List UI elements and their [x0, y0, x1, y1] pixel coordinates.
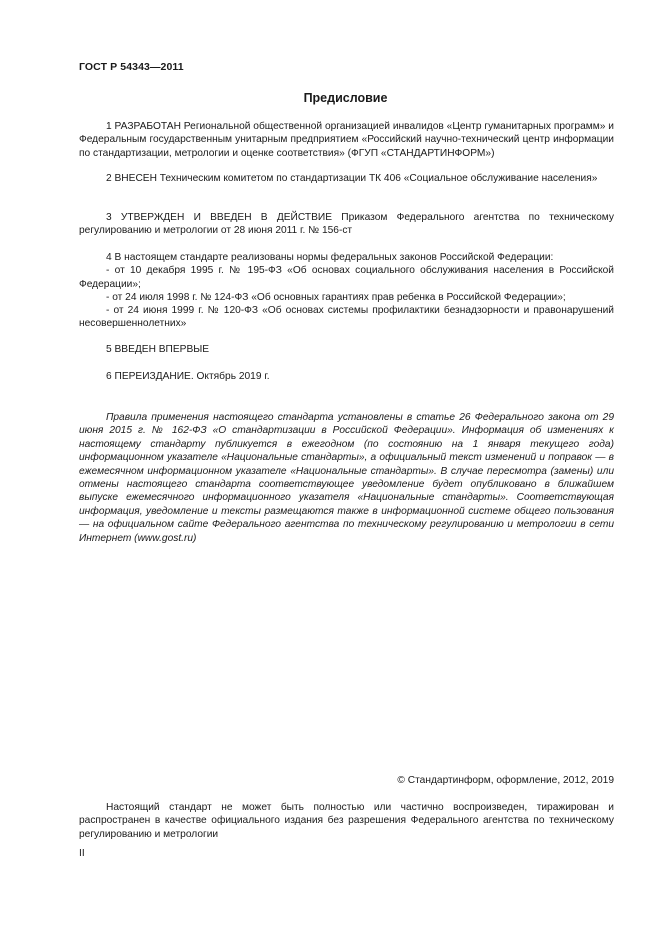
preface-item-1 — [79, 120, 614, 160]
standard-code: ГОСТ Р 54343—2011 — [79, 61, 184, 73]
preface-item-2-text: 2 ВНЕСЕН Техническим комитетом по стандартизации ТК 406 «Социальное обслуживание населения» — [106, 173, 598, 184]
preface-item-6-text: 6 ПЕРЕИЗДАНИЕ. Октябрь 2019 г. — [106, 371, 270, 382]
rules-note: Правила применения настоящего стандарта установлены в статье 26 Федерального закона от 29 июня 2015 г. № 162-ФЗ «О стандартизации в Российской Федерации». Информация об изменениях к настоящему стандарту публикуется в ежегодном (по состоянию на 1 января текущего года) информационном указателе «Национальные стандарты», а официальный текст изменений и поправок — в ежемесячном информационном указателе «Национальные стандарты». В случае пересмотра (замены) или отмены настоящего стандарта соответствующее уведомление будет опубликовано в ближайшем выпуске ежемесячного информационного указателя «Национальные стандарты». Соответствующая информация, уведомление и тексты размещаются также в информационной системе общего пользования — на официальном сайте Федерального агентства по техническому регулированию и метрологии в сети Интернет (www.gost.ru) — [79, 412, 614, 544]
preface-item-3-text: 3 УТВЕРЖДЕН И ВВЕДЕН В ДЕЙСТВИЕ Приказом Федерального агентства по техническому регулированию и метрологии от 28 июня 2011 г. № 156-ст — [79, 212, 614, 237]
preface-item-1-text: 1 РАЗРАБОТАН Региональной общественной организацией инвалидов «Центр гуманитарных программ» и Федеральным государственным унитарным предприятием «Российский научно-технический центр информации по стандартизации, метрологии и оценке соответствия» (ФГУП «СТАНДАРТИНФОРМ») — [79, 121, 614, 159]
preface-item-5 — [79, 343, 614, 356]
page-number: II — [79, 848, 85, 859]
preface-item-4-intro: 4 В настоящем стандарте реализованы нормы федеральных законов Российской Федерации: — [106, 252, 554, 263]
reproduction-note: Настоящий стандарт не может быть полностью или частично воспроизведен, тиражирован и распространен в качестве официального издания без разрешения Федерального агентства по техническому регулированию и метрологии — [79, 802, 614, 840]
preface-item-6 — [79, 370, 614, 383]
preface-item-5-text: 5 ВВЕДЕН ВПЕРВЫЕ — [106, 344, 210, 355]
preface-item-2 — [79, 172, 614, 185]
preface-title: Предисловие — [303, 91, 388, 105]
copyright: © Стандартинформ, оформление, 2012, 2019 — [397, 775, 614, 786]
preface-item-4 — [79, 251, 614, 331]
preface-item-4-law-3: - от 24 июня 1999 г. № 120-ФЗ «Об основах системы профилактики безнадзорности и правонарушений несовершеннолетних» — [79, 305, 614, 330]
preface-item-4-law-1: - от 10 декабря 1995 г. № 195-ФЗ «Об основах социального обслуживания населения в Российской Федерации»; — [79, 265, 614, 290]
preface-item-3 — [79, 211, 614, 238]
preface-item-4-law-2: - от 24 июля 1998 г. № 124-ФЗ «Об основных гарантиях прав ребенка в Российской Федерации»; — [106, 291, 566, 303]
